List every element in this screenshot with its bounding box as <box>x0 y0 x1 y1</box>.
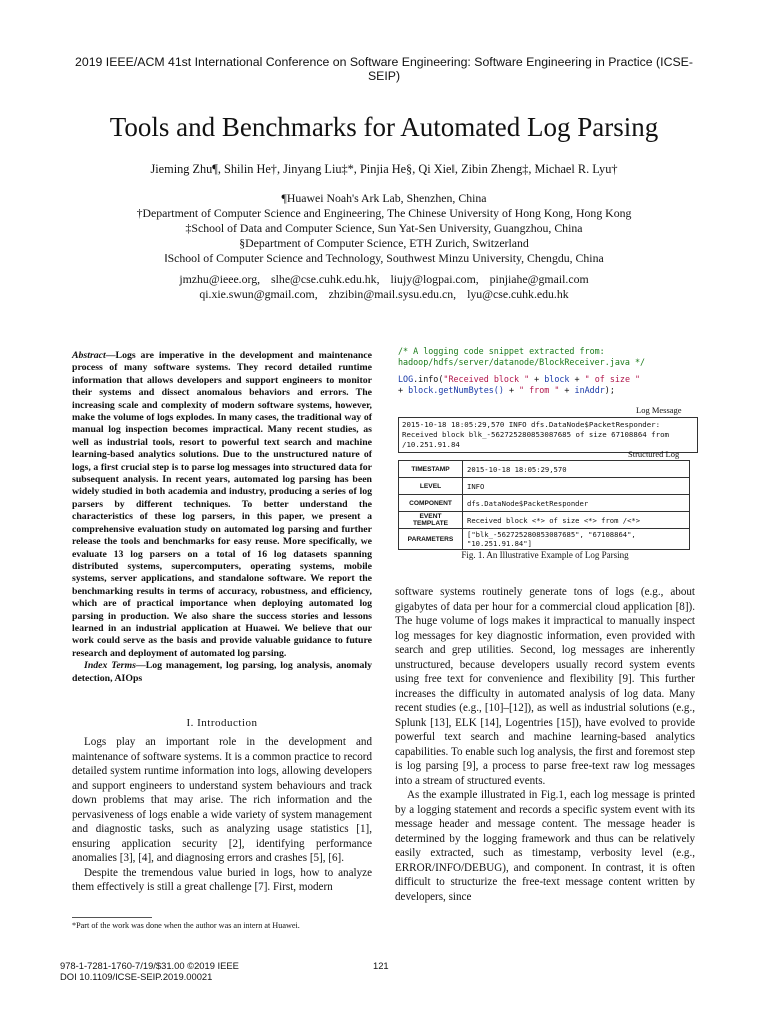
figure-caption: Fig. 1. An Illustrative Example of Log Parsing <box>461 550 629 560</box>
affiliation: ‡School of Data and Computer Science, Sun Yat-Sen University, Guangzhou, China <box>185 221 583 235</box>
affiliations <box>0 191 768 266</box>
table-key: TIMESTAMP <box>399 461 463 478</box>
table-value: Received block <*> of size <*> from /<*> <box>463 512 690 529</box>
email-link[interactable]: liujy@logpai.com, <box>390 272 479 286</box>
structured-log-label: Structured Log <box>628 449 680 459</box>
table-key: EVENT TEMPLATE <box>399 512 463 529</box>
email-link[interactable]: slhe@cse.cuhk.edu.hk, <box>271 272 380 286</box>
affiliation: ¶Huawei Noah's Ark Lab, Shenzhen, China <box>281 191 487 205</box>
page-number: 121 <box>373 960 389 971</box>
email-link[interactable]: zhzibin@mail.sysu.edu.cn, <box>328 287 457 301</box>
email-link[interactable]: jmzhu@ieee.org, <box>179 272 261 286</box>
code-line: + block.getNumBytes() + " from " + inAddr); <box>398 385 615 395</box>
table-row <box>399 478 690 495</box>
table-key: PARAMETERS <box>399 529 463 550</box>
table-row <box>399 461 690 478</box>
abstract-text: —Logs are imperative in the development and maintenance process of many software systems. They record detailed runtime information that allows developers and support engineers to monitor their systems and dissect anomalous behaviors and errors. The increasing scale and complexity of modern software systems, however, make the volume of logs explodes. In many cases, the traditional way of manual log inspection becomes impractical. Many recent studies, as well as industrial tools, resort to powerful text search and machine learning-based analytics solutions. Due to the unstructured nature of logs, a first crucial step is to parse log messages into structured data for subsequent analysis. In recent years, automated log parsing has been widely studied in both academia and industry, producing a series of log parsers by different techniques. To better understand the characteristics of these log parsers, in this paper, we present a comprehensive evaluation study on automated log parsing and further release the tools and benchmarks for easy reuse. More specifically, we evaluate 13 log parsers on a total of 16 log datasets spanning distributed systems, supercomputers, operating systems, mobile systems, server applications, and standalone software. We report the benchmarking results in terms of accuracy, robustness, and efficiency, which are of practical importance when deploying automated log parsing in production. We also share the success stories and lessons learned in an industrial application at Huawei. We believe that our work could serve as the basis and provide valuable guidance to future research and deployment of automated log parsing. <box>72 350 372 659</box>
affiliation: §Department of Computer Science, ETH Zurich, Switzerland <box>239 236 529 250</box>
code-comment: hadoop/hdfs/server/datanode/BlockReceiver.java */ <box>398 357 646 367</box>
code-snippet <box>398 346 698 396</box>
log-message-label: Log Message <box>636 405 682 415</box>
paper-title: Tools and Benchmarks for Automated Log Parsing <box>109 112 659 142</box>
table-value: dfs.DataNode$PacketResponder <box>463 495 690 512</box>
abstract-label: Abstract <box>72 350 106 361</box>
structured-log-table <box>398 460 690 550</box>
footnote: *Part of the work was done when the author was an intern at Huawei. <box>72 921 300 930</box>
table-value: ["blk_-562725280853087685", "67108864", "10.251.91.84"] <box>463 529 690 550</box>
abstract <box>72 350 372 685</box>
body-text-right <box>395 585 695 904</box>
conference-header: 2019 IEEE/ACM 41st International Conference on Software Engineering: Software Engineering in Practice (ICSE-SEIP) <box>75 55 693 83</box>
footer-copyright <box>60 960 239 982</box>
paragraph: Logs play an important role in the development and maintenance of software systems. It is a common practice to record detailed system runtime information into logs, allowing developers and support engineers to understand system behaviours and track down problems that may arise. The rich information and the pervasiveness of logs enable a wide variety of system management and diagnostic tasks, such as analyzing usage statistics [1], ensuring application security [2], identifying performance anomalies [3], [4], and diagnosing errors and crashes [5], [6]. <box>72 736 372 864</box>
doi-text: DOI 10.1109/ICSE-SEIP.2019.00021 <box>60 971 213 982</box>
log-message-box: 2015-10-18 18:05:29,570 INFO dfs.DataNode$PacketResponder: Received block blk_-562725280853087685 of size 67108864 from /10.251.91.84 <box>398 417 698 453</box>
affiliation: †Department of Computer Science and Engineering, The Chinese University of Hong Kong, Hong Kong <box>136 206 632 220</box>
paragraph: As the example illustrated in Fig.1, each log message is printed by a logging statement and records a specific system event with its message header and message content. The message header is determined by the logging framework and thus can be relatively easily extracted, such as timestamp, verbosity level (e.g., ERROR/INFO/DEBUG), and component. In contrast, it is often difficult to structurize the free-text message content written by developers, since <box>395 789 695 903</box>
index-terms-label: Index Terms <box>84 660 136 672</box>
introduction-text <box>72 735 372 895</box>
email-link[interactable]: qi.xie.swun@gmail.com, <box>199 287 318 301</box>
email-link[interactable]: pinjiahe@gmail.com <box>489 272 589 286</box>
email-list <box>0 272 768 302</box>
table-row <box>399 529 690 550</box>
table-value: INFO <box>463 478 690 495</box>
footnote-divider <box>72 917 152 918</box>
code-line: LOG.info("Received block " + block + " of size " <box>398 374 641 384</box>
author-list: Jieming Zhu¶, Shilin He†, Jinyang Liu‡*, Pinjia He§, Qi Xie‖, Zibin Zheng‡, Michael R. Lyu† <box>150 162 618 176</box>
table-key: LEVEL <box>399 478 463 495</box>
section-heading-introduction: I. Introduction <box>186 717 258 729</box>
table-value: 2015-10-18 18:05:29,570 <box>463 461 690 478</box>
table-row <box>399 495 690 512</box>
isbn-text: 978-1-7281-1760-7/19/$31.00 ©2019 IEEE <box>60 960 239 971</box>
code-comment: /* A logging code snippet extracted from: <box>398 346 605 356</box>
table-row <box>399 512 690 529</box>
index-terms-text: —Log management, log parsing, log analysis, anomaly detection, AIOps <box>72 660 372 684</box>
paragraph: Despite the tremendous value buried in logs, how to analyze them effectively is still a great challenge [7]. First, modern <box>72 866 372 893</box>
email-link[interactable]: lyu@cse.cuhk.edu.hk <box>467 287 569 301</box>
paragraph: software systems routinely generate tons of logs (e.g., about gigabytes of data per hour for a commercial cloud application [8]). The huge volume of logs makes it impractical to manually inspect log messages for key diagnostic information, even provided with search and grep utilities. Second, log messages are inherently unstructured, because developers usually record system events using free text for convenience and flexibility [9]. This further increases the difficulty in automated analysis of log data. Many recent studies (e.g., [10]–[12]), as well as industrial solutions (e.g., Splunk [13], ELK [14], Logentries [15]), have evolved to provide powerful text search and machine learning-based analytics capabilities. To enable such log analysis, the first and foremost step is log parsing [9], a process to parse free-text raw log messages into a stream of structured events. <box>395 586 695 787</box>
table-key: COMPONENT <box>399 495 463 512</box>
affiliation: ‖School of Computer Science and Technology, Southwest Minzu University, Chengdu, China <box>164 251 604 265</box>
